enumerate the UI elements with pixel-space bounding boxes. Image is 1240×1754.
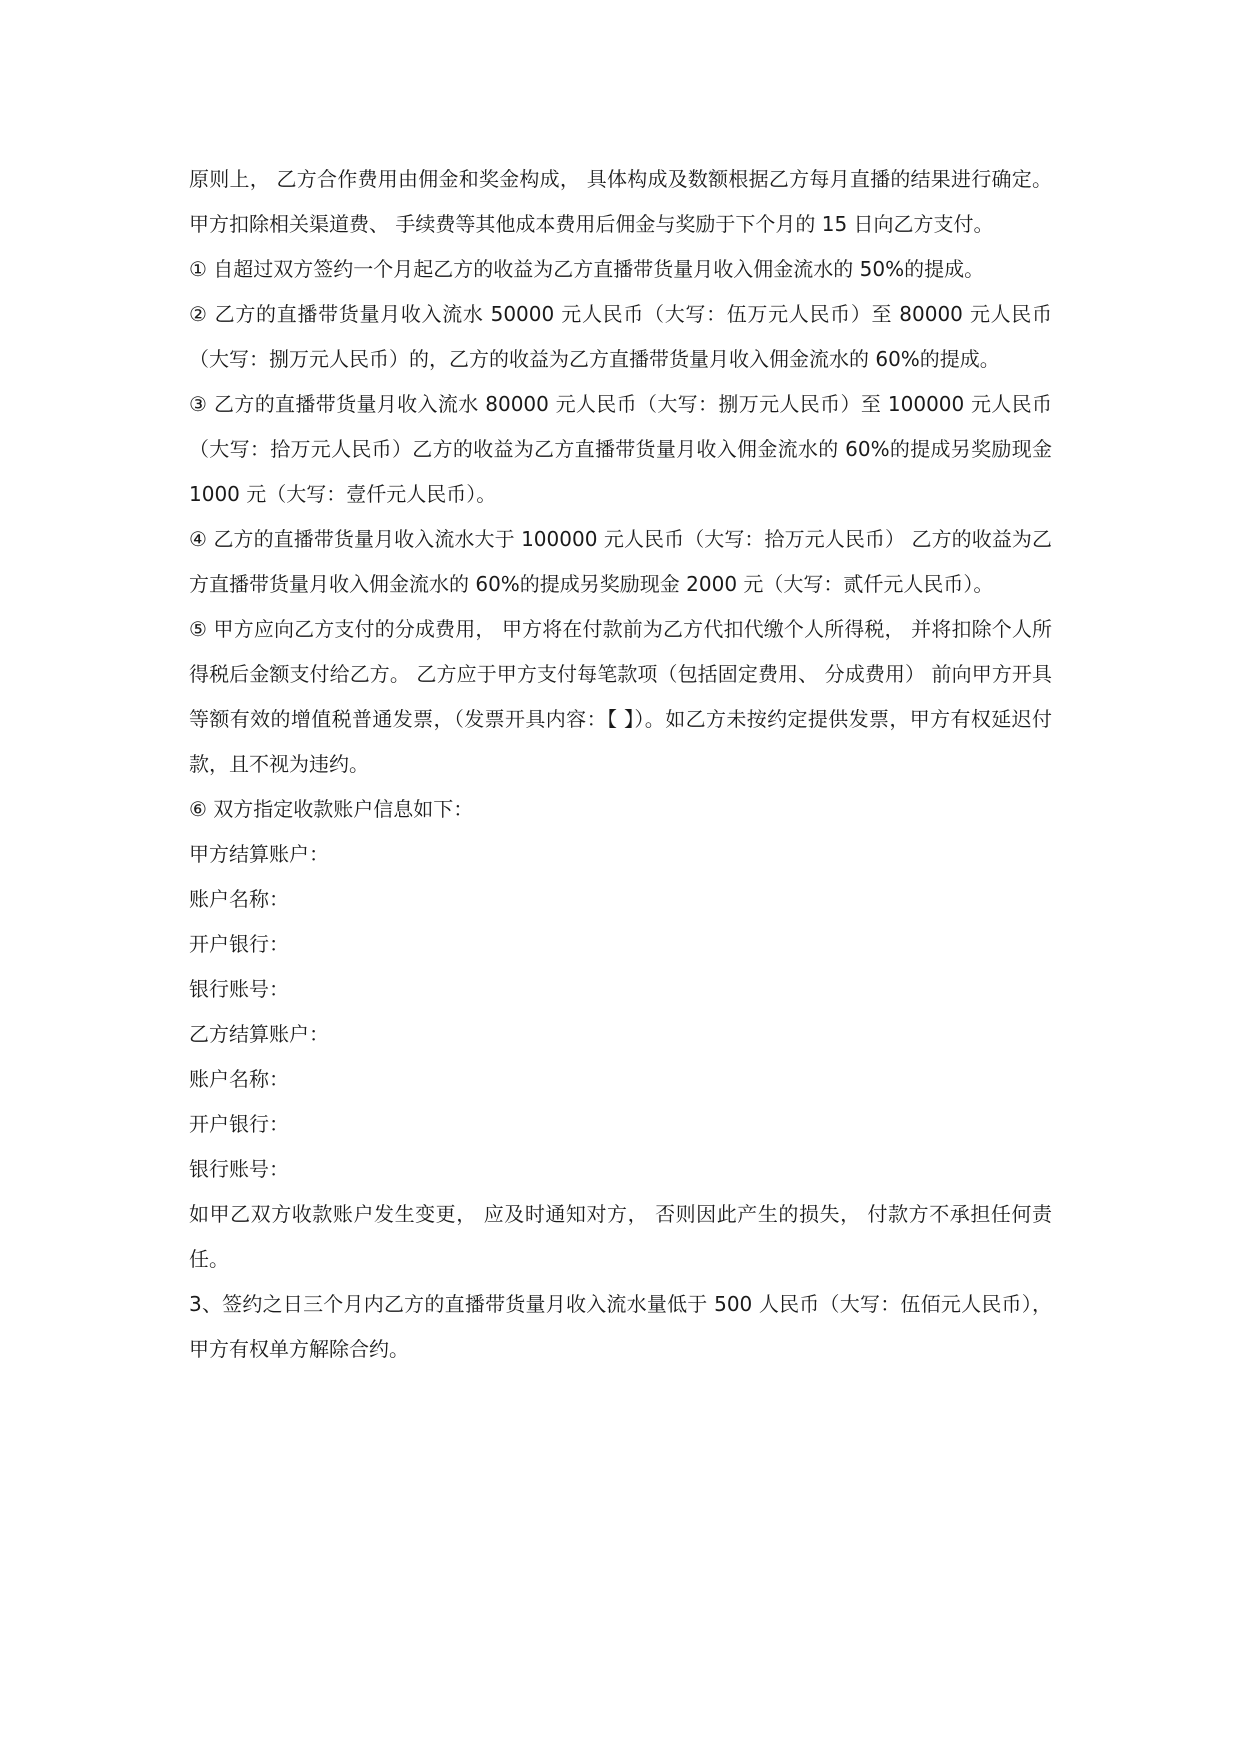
party-a-bank: 开户银行： [189, 932, 289, 956]
paragraph-item-5: ⑤ 甲方应向乙方支付的分成费用， 甲方将在付款前为乙方代扣代缴个人所得税， 并将扣除个人所得税后金额支付给乙方。 乙方应于甲方支付每笔款项（包括固定费用、 分成费用） 前向甲方开具等额有效的增值税普通发票，（发票开具内容：【 】）。如乙方未按约定提供发票，甲方有权延迟付款，且不视为违约。 [189, 617, 1052, 776]
party-b-bank: 开户银行： [189, 1112, 289, 1136]
paragraph-item-6: ⑥ 双方指定收款账户信息如下： [189, 797, 474, 821]
document-body [189, 157, 1052, 1372]
party-b-account-number: 银行账号： [189, 1157, 289, 1181]
paragraph-payment-principle: 原则上， 乙方合作费用由佣金和奖金构成， 具体构成及数额根据乙方每月直播的结果进行确定。 甲方扣除相关渠道费、 手续费等其他成本费用后佣金与奖励于下个月的 15 日向乙方支付。 [189, 167, 1052, 236]
paragraph-item-2: ② 乙方的直播带货量月收入流水 50000 元人民币（大写：伍万元人民币）至 80000 元人民币（大写：捌万元人民币）的，乙方的收益为乙方直播带货量月收入佣金流水的 60%的提成。 [189, 302, 1052, 371]
paragraph-clause-3: 3、签约之日三个月内乙方的直播带货量月收入流水量低于 500 人民币（大写：伍佰元人民币），甲方有权单方解除合约。 [189, 1292, 1052, 1361]
party-b-account-heading: 乙方结算账户： [189, 1022, 329, 1046]
party-a-account-heading: 甲方结算账户： [189, 842, 329, 866]
party-a-account-number: 银行账号： [189, 977, 289, 1001]
paragraph-item-4: ④ 乙方的直播带货量月收入流水大于 100000 元人民币（大写：拾万元人民币） 乙方的收益为乙方直播带货量月收入佣金流水的 60%的提成另奖励现金 2000 元（大写：贰仟元人民币）。 [189, 527, 1052, 596]
party-b-account-name: 账户名称： [189, 1067, 289, 1091]
paragraph-account-change: 如甲乙双方收款账户发生变更， 应及时通知对方， 否则因此产生的损失， 付款方不承担任何责任。 [189, 1202, 1052, 1271]
party-a-account-name: 账户名称： [189, 887, 289, 911]
paragraph-item-3: ③ 乙方的直播带货量月收入流水 80000 元人民币（大写：捌万元人民币）至 100000 元人民币（大写：拾万元人民币）乙方的收益为乙方直播带货量月收入佣金流水的 60%的提成另奖励现金 1000 元（大写：壹仟元人民币）。 [189, 392, 1052, 506]
paragraph-item-1: ① 自超过双方签约一个月起乙方的收益为乙方直播带货量月收入佣金流水的 50%的提成。 [189, 257, 985, 281]
